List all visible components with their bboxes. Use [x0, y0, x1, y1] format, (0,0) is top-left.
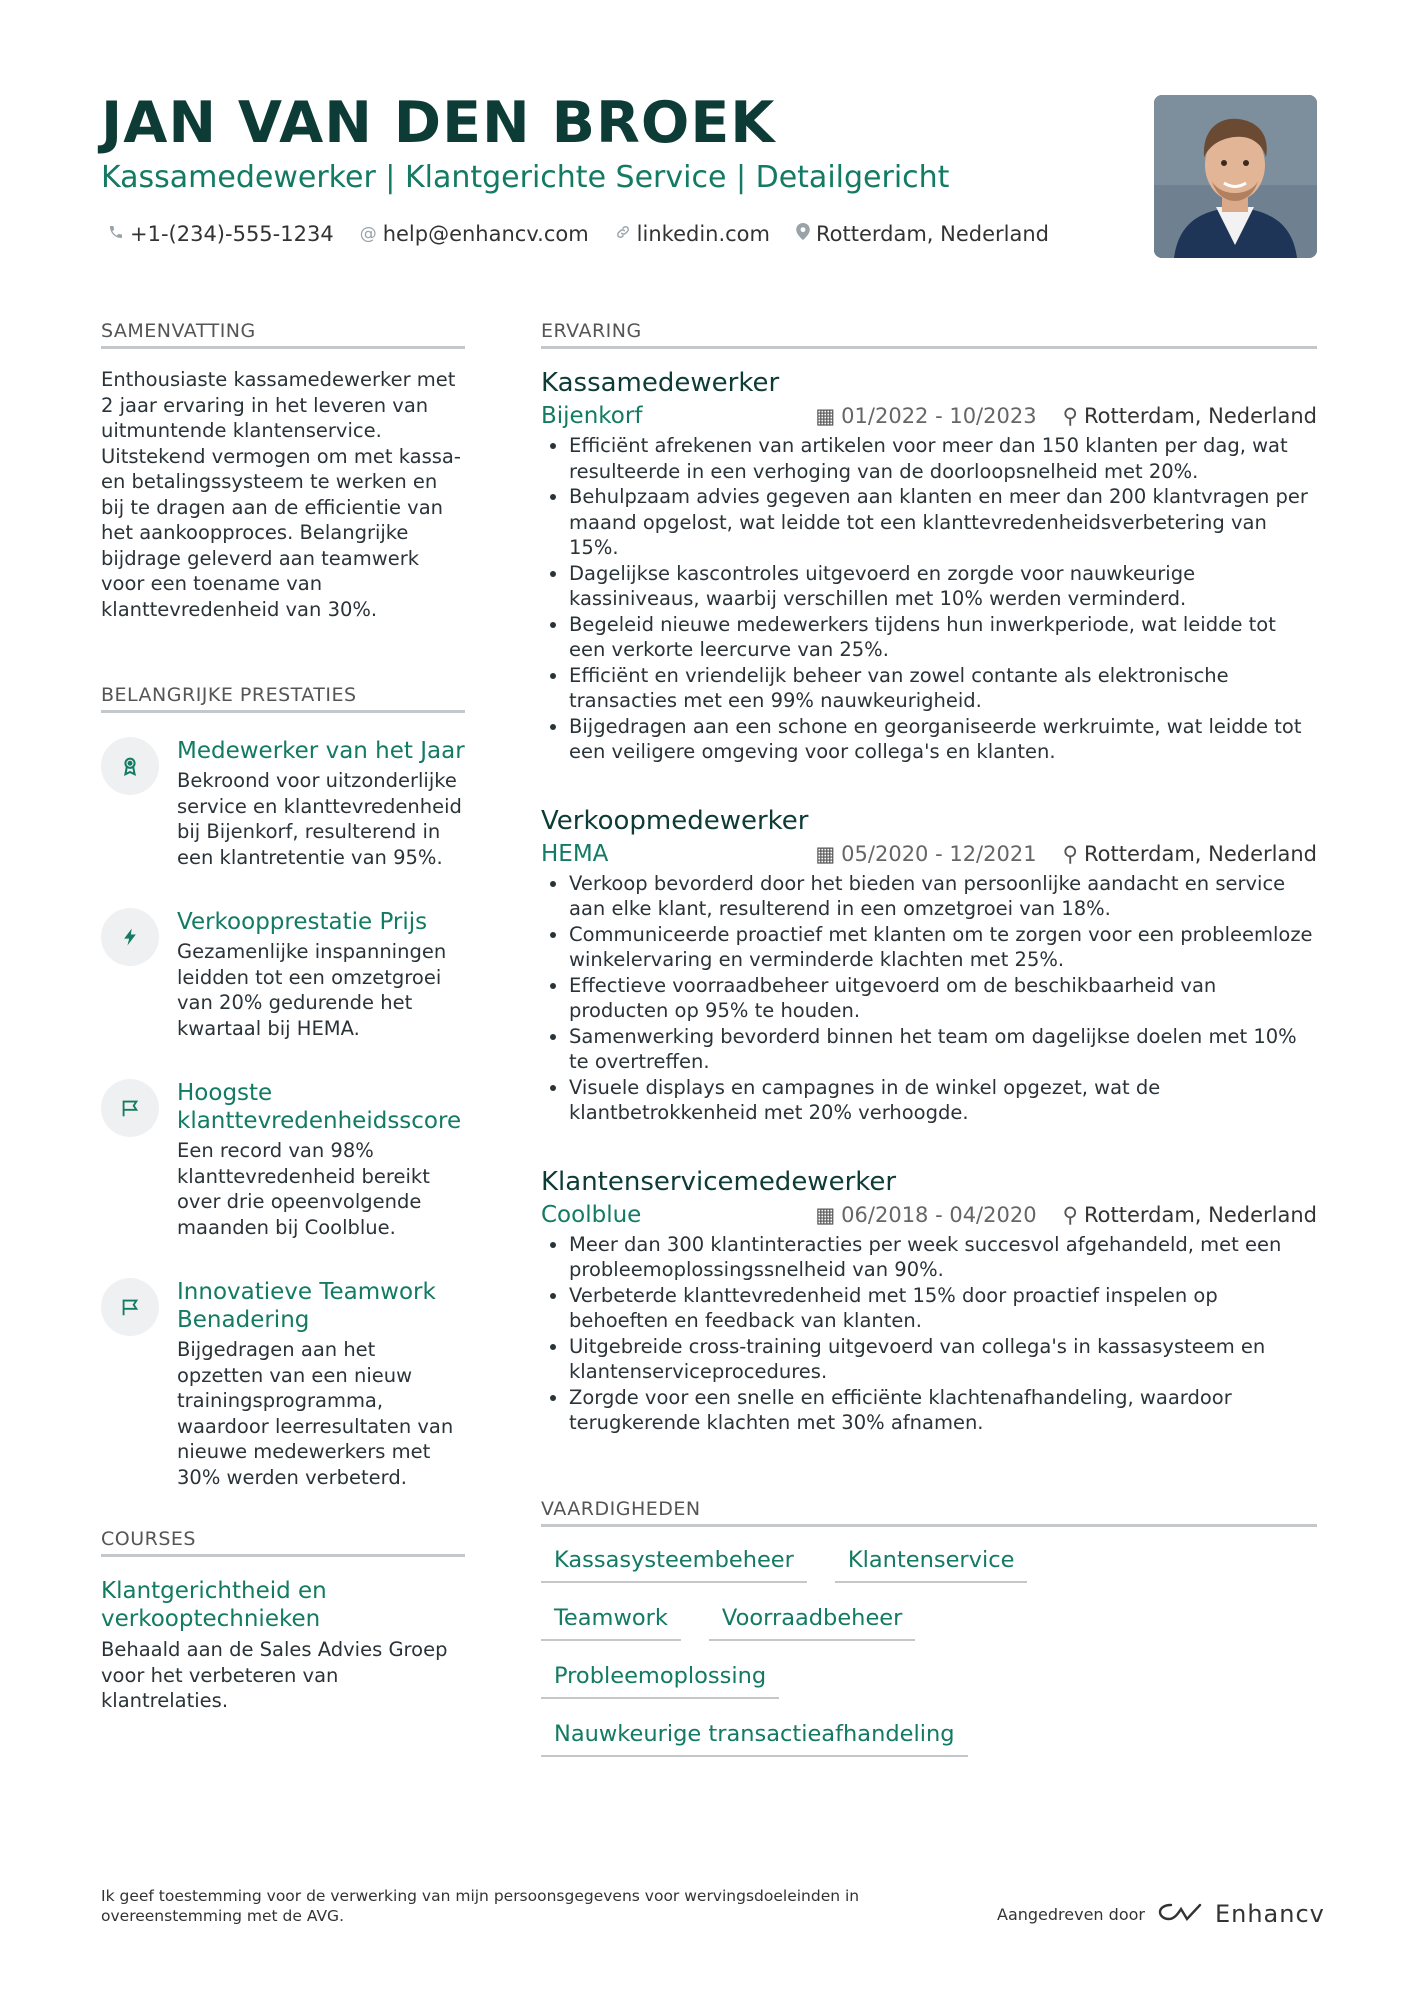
job-bullets	[541, 433, 1317, 765]
achievement-item	[101, 1278, 465, 1490]
achievement-desc: Een record van 98% klanttevredenheid bereikt over drie opeenvolgende maanden bij Coolblue.	[177, 1139, 430, 1239]
skills-list	[541, 1545, 1181, 1757]
job-meta	[541, 1202, 1317, 1228]
location-pin-icon	[796, 223, 810, 245]
achievement-desc: Bekroond voor uitzonderlijke service en klanttevredenheid bij Bijenkorf, resulterend in een klantretentie van 95%.	[177, 769, 462, 869]
experience-title: ERVARING	[541, 320, 1317, 349]
job-bullet: • Dagelijkse kascontroles uitgevoerd en zorgde voor nauwkeurige kassiniveaus, waarbij verschillen met 10% werden verminderd.	[569, 561, 1317, 612]
summary-text: Enthousiaste kassamedewerker met 2 jaar ervaring in het leveren van uitmuntende klantenservice. Uitstekend vermogen om met kassa- en betalingssysteem te werken en bij te dragen aan de efficientie van het aankoopproces. Belangrijke bijdrage geleverd aan teamwerk voor een toename van klanttevredenheid van 30%.	[101, 368, 461, 621]
courses-title: COURSES	[101, 1528, 465, 1557]
skill-tag: Kassasysteembeheer	[541, 1545, 807, 1583]
achievement-item	[101, 737, 465, 870]
achievement-item	[101, 908, 465, 1041]
job-bullet: • Bijgedragen aan een schone en georganiseerde werkruimte, wat leidde tot een veiligere omgeving voor collega's en klanten.	[569, 714, 1317, 765]
job-location: Rotterdam, Nederland	[1083, 841, 1317, 866]
job-bullet: • Zorgde voor een snelle en efficiënte klachtenafhandeling, waardoor terugkerende klachten met 30% afnamen.	[569, 1385, 1317, 1436]
job-bullets	[541, 1232, 1317, 1436]
job-bullet: • Behulpzaam advies gegeven aan klanten en meer dan 200 klantvragen per maand opgelost, wat leidde tot een klanttevredenheidsverbetering van 15%.	[569, 484, 1317, 561]
flag-icon	[101, 1278, 159, 1336]
location-pin-icon: ⚲	[1062, 404, 1078, 428]
job-bullet: • Visuele displays en campagnes in de winkel opgezet, wat de klantbetrokkenheid met 20% verhoogde.	[569, 1075, 1317, 1126]
job-company: HEMA	[541, 840, 609, 867]
candidate-name: JAN VAN DEN BROEK	[101, 90, 776, 156]
job-title: Verkoopmedewerker	[541, 805, 809, 836]
achievements-list	[101, 737, 465, 1490]
skill-tag: Teamwork	[541, 1603, 681, 1641]
job-dates: 05/2020 - 12/2021	[841, 841, 1037, 866]
calendar-icon: ▦	[815, 841, 836, 866]
calendar-icon: ▦	[815, 404, 836, 428]
course-desc: Behaald aan de Sales Advies Groep voor het verbeteren van klantrelaties.	[101, 1638, 448, 1712]
job-meta	[541, 403, 1317, 429]
achievement-desc: Gezamenlijke inspanningen leidden tot een omzetgroei van 20% gedurende het kwartaal bij HEMA.	[177, 940, 447, 1040]
job-meta	[541, 841, 1317, 867]
achievement-item	[101, 1079, 465, 1240]
job-entry	[541, 805, 1317, 1126]
achievement-desc: Bijgedragen aan het opzetten van een nieuw trainingsprogramma, waardoor leerresultaten van nieuwe medewerkers met 30% werden verbeterd.	[177, 1338, 454, 1489]
location-pin-icon: ⚲	[1062, 841, 1078, 866]
contact-linkedin-text: linkedin.com	[636, 222, 770, 246]
job-title: Klantenservicemedewerker	[541, 1166, 897, 1197]
candidate-subtitle: Kassamedewerker | Klantgerichte Service | Detailgericht	[101, 160, 950, 195]
bolt-icon	[101, 908, 159, 966]
phone-icon	[108, 224, 124, 245]
award-icon	[101, 737, 159, 795]
job-location: Rotterdam, Nederland	[1083, 404, 1317, 428]
job-bullet: • Efficiënt afrekenen van artikelen voor meer dan 150 klanten per dag, wat resulteerde in een verhoging van de doorloopsnelheid met 20%.	[569, 433, 1317, 484]
powered-by[interactable]	[997, 1900, 1325, 1928]
left-column	[101, 320, 465, 1714]
skill-tag: Probleemoplossing	[541, 1661, 779, 1699]
job-entry	[541, 1166, 1317, 1436]
job-bullet: • Begeleid nieuwe medewerkers tijdens hun inwerkperiode, wat leidde tot een verkorte leercurve van 25%.	[569, 612, 1317, 663]
powered-by-label: Aangedreven door	[997, 1904, 1145, 1924]
job-dates: 01/2022 - 10/2023	[841, 404, 1037, 428]
achievement-title: Hoogste klanttevredenheidsscore	[177, 1080, 462, 1134]
contact-phone-text: +1-(234)-555-1234	[130, 222, 334, 246]
contact-location	[796, 222, 1049, 246]
contact-phone[interactable]	[108, 222, 334, 246]
achievement-title: Innovatieve Teamwork Benadering	[177, 1279, 436, 1333]
job-company: Coolblue	[541, 1201, 642, 1228]
job-bullet: • Meer dan 300 klantinteracties per week succesvol afgehandeld, met een probleemoplossingssnelheid van 90%.	[569, 1232, 1317, 1283]
contact-email[interactable]	[360, 222, 589, 246]
job-location: Rotterdam, Nederland	[1083, 1202, 1317, 1227]
location-pin-icon: ⚲	[1062, 1202, 1078, 1227]
job-bullet: • Communiceerde proactief met klanten om te zorgen voor een probleemloze winkelervaring en verminderde klachten met 25%.	[569, 922, 1317, 973]
job-bullet: • Uitgebreide cross-training uitgevoerd van collega's in kassasysteem en klantenserviceprocedures.	[569, 1334, 1317, 1385]
enhancv-logo-icon	[1157, 1900, 1203, 1928]
job-bullet: • Verbeterde klanttevredenheid met 15% door proactief inspelen op behoeften en feedback van klanten.	[569, 1283, 1317, 1334]
contact-linkedin[interactable]	[615, 222, 770, 246]
job-dates: 06/2018 - 04/2020	[841, 1202, 1037, 1227]
achievements-title: BELANGRIJKE PRESTATIES	[101, 684, 465, 713]
at-icon: @	[359, 224, 377, 244]
right-column	[541, 320, 1317, 1757]
calendar-icon: ▦	[815, 1202, 836, 1227]
skill-tag: Voorraadbeheer	[709, 1603, 915, 1641]
consent-note: Ik geef toestemming voor de verwerking van mijn persoonsgegevens voor wervingsdoeleinden in overeenstemming met de AVG.	[101, 1887, 860, 1925]
achievement-title: Medewerker van het Jaar	[177, 738, 465, 764]
achievement-title: Verkoopprestatie Prijs	[177, 909, 428, 935]
job-company: Bijenkorf	[541, 403, 643, 429]
job-entry	[541, 367, 1317, 765]
job-bullet: • Samenwerking bevorderd binnen het team om dagelijkse doelen met 10% te overtreffen.	[569, 1024, 1317, 1075]
enhancv-brand: Enhancv	[1214, 1900, 1325, 1928]
job-bullet: • Effectieve voorraadbeheer uitgevoerd om de beschikbaarheid van producten op 95% te houden.	[569, 973, 1317, 1024]
job-bullet: • Verkoop bevorderd door het bieden van persoonlijke aandacht en service aan elke klant, resulterend in een omzetgroei van 18%.	[569, 871, 1317, 922]
summary-title: SAMENVATTING	[101, 320, 465, 349]
job-bullet: • Efficiënt en vriendelijk beheer van zowel contante als elektronische transacties met een 99% nauwkeurigheid.	[569, 663, 1317, 714]
contact-location-text: Rotterdam, Nederland	[815, 222, 1049, 246]
profile-photo	[1154, 95, 1317, 258]
contact-email-text: help@enhancv.com	[382, 222, 589, 246]
job-bullets	[541, 871, 1317, 1126]
job-title: Kassamedewerker	[541, 368, 780, 398]
link-icon	[615, 224, 631, 245]
contact-bar	[108, 222, 1049, 246]
skills-title: VAARDIGHEDEN	[541, 1498, 1317, 1527]
flag-icon	[101, 1079, 159, 1137]
skill-tag: Nauwkeurige transactieafhandeling	[541, 1719, 968, 1757]
course-title: Klantgerichtheid en verkooptechnieken	[101, 1578, 327, 1632]
skill-tag: Klantenservice	[835, 1545, 1028, 1583]
